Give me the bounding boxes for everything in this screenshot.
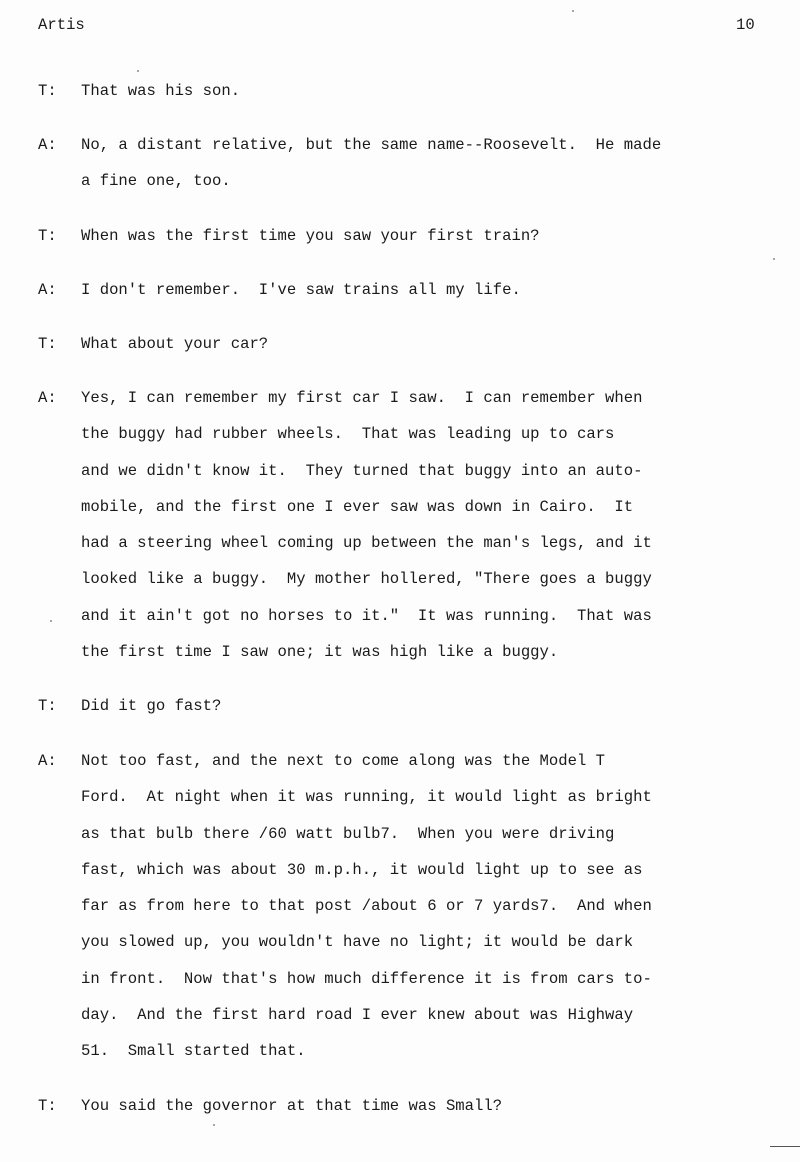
speech-line: the buggy had rubber wheels. That was leading up to cars	[81, 425, 615, 444]
speaker-label: T:	[38, 335, 57, 353]
speaker-label: A:	[38, 752, 57, 770]
page-edge-line	[770, 1146, 800, 1147]
speech-line: and we didn't know it. They turned that buggy into an auto-	[81, 461, 643, 480]
speech-line: fast, which was about 30 m.p.h., it would light up to see as	[81, 860, 643, 879]
page-header-name: Artis	[38, 16, 85, 34]
speaker-label: T:	[38, 227, 57, 245]
speech-line: 51. Small started that.	[81, 1042, 306, 1061]
speech-text	[81, 688, 768, 724]
speaker-label: T:	[38, 82, 57, 100]
speech-line: Ford. At night when it was running, it would light as bright	[81, 788, 652, 807]
scan-speck	[572, 10, 574, 12]
speech-text	[81, 326, 768, 362]
speech-line: in front. Now that's how much difference it is from cars to-	[81, 969, 652, 988]
speech-line: mobile, and the first one I ever saw was down in Cairo. It	[81, 497, 634, 516]
speech-line: as that bulb there /60 watt bulb7. When you were driving	[81, 824, 615, 843]
speech-line: Yes, I can remember my first car I saw. I can remember when	[81, 389, 643, 407]
speaker-label: A:	[38, 136, 57, 154]
speech-text	[81, 272, 768, 308]
speech-line: When was the first time you saw your first train?	[81, 227, 540, 245]
speech-line: you slowed up, you wouldn't have no light; it would be dark	[81, 933, 634, 952]
scan-speck	[137, 70, 139, 72]
speech-text	[81, 1088, 768, 1124]
speech-text	[81, 380, 768, 670]
speech-line: What about your car?	[81, 335, 269, 353]
speech-text	[81, 127, 768, 200]
scan-speck	[50, 620, 52, 622]
speaker-label: A:	[38, 281, 57, 299]
speech-line: looked like a buggy. My mother hollered, "There goes a buggy	[81, 570, 652, 589]
speech-line: Did it go fast?	[81, 697, 222, 715]
speech-line: and it ain't got no horses to it." It was running. That was	[81, 606, 652, 625]
speech-line: I don't remember. I've saw trains all my life.	[81, 281, 521, 299]
speech-text	[81, 743, 768, 1070]
speech-line: That was his son.	[81, 82, 241, 100]
speech-line: Not too fast, and the next to come along was the Model T	[81, 752, 606, 770]
speaker-label: T:	[38, 697, 57, 715]
page-number: 10	[736, 16, 755, 34]
speech-line: No, a distant relative, but the same name--Roosevelt. He made	[81, 136, 662, 154]
speaker-label: A:	[38, 389, 57, 407]
speech-line: day. And the first hard road I ever knew about was Highway	[81, 1006, 634, 1025]
speech-text	[81, 73, 768, 109]
speech-line: far as from here to that post /about 6 or 7 yards7. And when	[81, 897, 652, 916]
speech-text	[81, 218, 768, 254]
speech-line: a fine one, too.	[81, 172, 231, 191]
speech-line: You said the governor at that time was Small?	[81, 1097, 503, 1115]
scan-speck	[773, 258, 775, 260]
speech-line: had a steering wheel coming up between the man's legs, and it	[81, 534, 652, 553]
scan-speck	[213, 1124, 215, 1126]
speaker-label: T:	[38, 1097, 57, 1115]
speech-line: the first time I saw one; it was high like a buggy.	[81, 643, 559, 662]
